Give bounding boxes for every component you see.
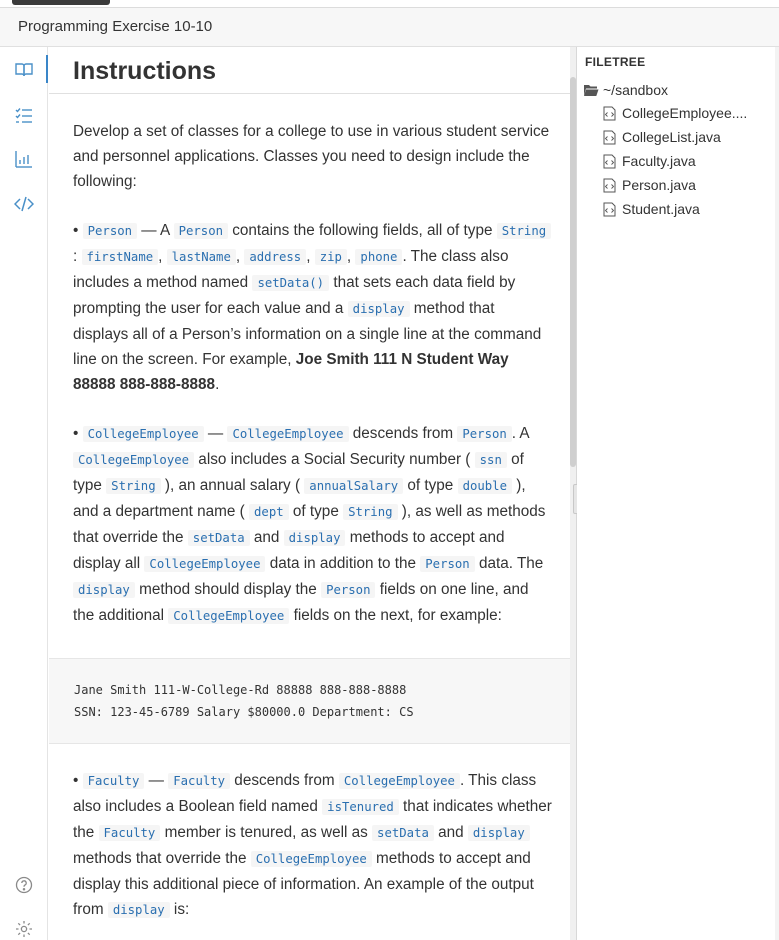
code-collegeemployee: CollegeEmployee (73, 452, 194, 468)
text: of type (403, 477, 458, 494)
text: that sets each data field by prompting the user for each value and a (73, 274, 516, 317)
file-label: CollegeEmployee.... (622, 105, 748, 121)
text: — (203, 425, 228, 442)
filetree-panel (577, 47, 779, 940)
code-setdata: setData() (252, 275, 329, 291)
code-person: Person (83, 223, 137, 239)
text: of type (288, 503, 344, 520)
code-file-icon (603, 130, 616, 145)
file-label: Student.java (622, 201, 700, 217)
file-item[interactable] (603, 201, 779, 217)
code-display: display (108, 902, 170, 918)
text: fields on the next, for example: (289, 607, 502, 624)
text: of type (73, 451, 524, 494)
code-collegeemployee: CollegeEmployee (144, 556, 265, 572)
active-indicator (46, 55, 48, 83)
title-bar (0, 8, 779, 47)
folder-open-icon (583, 83, 599, 97)
faculty-paragraph (73, 768, 553, 923)
text: method should display the (134, 581, 322, 598)
text: method that displays all of a Person’s information on a single line at the command line on the screen. For example, (73, 300, 542, 368)
file-label: Person.java (622, 177, 696, 193)
code-dept: dept (249, 504, 289, 520)
text: descends from (348, 425, 458, 442)
code-setdata: setData (372, 825, 434, 841)
code-collegeemployee: CollegeEmployee (227, 426, 348, 442)
text: data. The (474, 555, 544, 572)
code-faculty: Faculty (168, 773, 230, 789)
code-collegeemployee: CollegeEmployee (339, 773, 460, 789)
folder-label: ~/sandbox (603, 82, 668, 98)
code-zip: zip (315, 249, 347, 265)
filetree-title: FILETREE (585, 55, 646, 69)
intro-paragraph: Develop a set of classes for a college to use in various student service and personnel applications. Classes you need to design include the following: (73, 123, 550, 190)
code-example-block (49, 658, 570, 744)
text: data in addition to the (265, 555, 421, 572)
code-icon[interactable] (13, 193, 35, 215)
window-title: Programming Exercise 10-10 (18, 18, 213, 35)
code-line: Jane Smith 111-W-College-Rd 88888 888-888-8888 (74, 683, 407, 697)
text: and (433, 824, 468, 841)
instructions-content (73, 119, 553, 653)
text: ), as well as methods that override the (73, 503, 546, 546)
chart-icon[interactable] (13, 148, 35, 170)
code-istenured: isTenured (322, 799, 399, 815)
text: descends from (230, 772, 339, 789)
text: and (249, 529, 284, 546)
text: — A (137, 222, 174, 239)
file-item[interactable] (603, 177, 779, 193)
code-phone: phone (355, 249, 402, 265)
example-text: Joe Smith 111 N Student Way 88888 888-888-8888 (73, 351, 509, 393)
code-person: Person (174, 223, 228, 239)
code-collegeemployee: CollegeEmployee (83, 426, 204, 442)
code-faculty: Faculty (99, 825, 161, 841)
text: also includes a Social Security number ( (194, 451, 475, 468)
instructions-heading: Instructions (73, 57, 217, 85)
bullet: • (73, 222, 79, 239)
code-faculty: Faculty (83, 773, 145, 789)
checklist-icon[interactable] (13, 105, 35, 127)
code-file-icon (603, 154, 616, 169)
filetree-scrollbar[interactable] (775, 47, 779, 940)
code-address: address (244, 249, 306, 265)
text: that indicates whether the (73, 798, 552, 841)
code-string: String (497, 223, 551, 239)
code-person: Person (420, 556, 474, 572)
code-person: Person (457, 426, 511, 442)
left-rail (0, 47, 48, 940)
code-display: display (284, 530, 346, 546)
person-paragraph: • Person — A Person contains the following fields, all of type String : firstName , lastName , address , zip , phone . The class also includes a method named setData() that sets each data field by prompting the user for each value and a display method that displays all of a Person’s information on a single line at the command line on the screen. For example, Joe Smith 111 N Student Way 88888 888-888-8888. (73, 218, 553, 397)
file-label: CollegeList.java (622, 129, 721, 145)
help-icon[interactable] (13, 874, 35, 896)
instructions-panel (49, 47, 570, 940)
folder-sandbox[interactable] (583, 82, 668, 98)
bullet: • (73, 425, 79, 442)
settings-icon[interactable] (13, 918, 35, 940)
code-file-icon (603, 106, 616, 121)
file-item[interactable] (603, 129, 779, 145)
code-display: display (348, 301, 410, 317)
code-firstname: firstName (82, 249, 159, 265)
code-collegeemployee: CollegeEmployee (251, 851, 372, 867)
code-person: Person (321, 582, 375, 598)
code-lastname: lastName (167, 249, 236, 265)
bullet: • (73, 772, 79, 789)
text: . The class also includes a method named (73, 248, 509, 291)
code-double: double (458, 478, 512, 494)
code-display: display (73, 582, 135, 598)
text: — (144, 772, 169, 789)
text: . A (511, 425, 529, 442)
code-setdata: setData (188, 530, 250, 546)
text: methods that override the (73, 850, 251, 867)
heading-divider (49, 93, 570, 94)
text: member is tenured, as well as (160, 824, 373, 841)
instructions-content-continued (73, 768, 553, 923)
text: methods to accept and display this additional piece of information. An example of the output from (73, 850, 534, 918)
text: ), an annual salary ( (160, 477, 305, 494)
text: : (73, 248, 82, 265)
text: is: (169, 901, 190, 918)
code-collegeemployee: CollegeEmployee (168, 608, 289, 624)
code-file-icon (603, 178, 616, 193)
file-label: Faculty.java (622, 153, 696, 169)
text: fields on one line, and the additional (73, 581, 529, 624)
text: . This class also includes a Boolean field named (73, 772, 537, 815)
text: contains the following fields, all of type (228, 222, 497, 239)
code-line: SSN: 123-45-6789 Salary $80000.0 Department: CS (74, 705, 414, 719)
file-item[interactable] (603, 105, 779, 121)
code-string: String (106, 478, 160, 494)
text: ), and a department name ( (73, 477, 526, 520)
top-tab-handle[interactable] (12, 0, 110, 5)
college-employee-paragraph (73, 421, 553, 629)
text: . (215, 376, 220, 393)
code-display: display (468, 825, 530, 841)
code-string: String (343, 504, 397, 520)
file-item[interactable] (603, 153, 779, 169)
text: methods to accept and display all (73, 529, 505, 572)
top-strip (0, 0, 779, 8)
code-ssn: ssn (475, 452, 507, 468)
book-icon[interactable] (13, 59, 35, 81)
code-annualsalary: annualSalary (304, 478, 403, 494)
code-file-icon (603, 202, 616, 217)
